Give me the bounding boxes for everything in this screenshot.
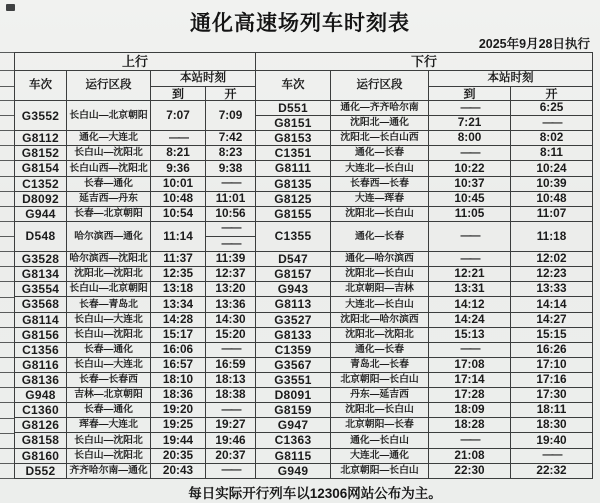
section-cell: 大连北—长白山 [331,161,429,176]
section-cell: 青岛北—长春 [331,357,429,372]
table-row [15,146,593,161]
depart-cell: 12:37 [206,267,256,282]
arrive-cell: 13:18 [151,282,206,297]
depart-cell: 19:46 [206,433,256,448]
train-no-cell: G944 [15,206,67,221]
section-cell: 长白山—沈阳北 [67,448,151,463]
table-row [15,131,593,146]
arrive-cell: 20:35 [151,448,206,463]
train-no-cell: G943 [256,282,331,297]
section-cell: 长白山—大连北 [67,357,151,372]
arrive-cell: —— [429,342,511,357]
arrive-cell: 18:36 [151,388,206,403]
depart-cell: 12:02 [511,252,593,267]
train-no-cell: D8091 [256,388,331,403]
train-no-cell: G8155 [256,206,331,221]
arrive-cell: 20:43 [151,463,206,478]
table-row [15,191,593,206]
depart-cell: 18:30 [511,418,593,433]
footer-note: 每日实际开行列车以12306网站公布为主。 [188,486,442,501]
depart-cell: 8:23 [206,146,256,161]
depart-cell: —— [206,463,256,478]
section-cell: 通化—长春 [331,146,429,161]
section-cell: 长白山—北京朝阳 [67,282,151,297]
table-row [15,176,593,191]
depart-cell: 20:37 [206,448,256,463]
depart-cell: 10:56 [206,206,256,221]
arrive-cell: 19:25 [151,418,206,433]
train-no-cell: C1355 [256,221,331,251]
column-header-row [15,71,593,87]
train-no-cell: G3527 [256,312,331,327]
train-no-cell: G8126 [15,418,67,433]
arrive-cell: 21:08 [429,448,511,463]
section-cell: 长春—通化 [67,403,151,418]
section-cell: 沈阳北—沈阳北 [331,327,429,342]
arrive-cell: 18:09 [429,403,511,418]
depart-cell: 19:27 [206,418,256,433]
train-no-cell: D8092 [15,191,67,206]
arrive-cell: 11:05 [429,206,511,221]
table-row [15,418,593,433]
arrive-cell: 13:34 [151,297,206,312]
train-no-cell: G8111 [256,161,331,176]
section-cell: 哈尔滨西—沈阳北 [67,252,151,267]
depart-cell: 7:42 [206,131,256,146]
arrive-cell: 19:44 [151,433,206,448]
arrive-cell: 8:00 [429,131,511,146]
depart-cell: 17:30 [511,388,593,403]
depart-cell: 18:13 [206,372,256,387]
section-cell: 大连北—长白山 [331,297,429,312]
depart-cell: 10:39 [511,176,593,191]
arrive-cell: 19:20 [151,403,206,418]
arrive-cell: 12:21 [429,267,511,282]
train-no-cell: G8136 [15,372,67,387]
section-cell: 通化—齐齐哈尔南 [331,101,429,116]
table-row [15,448,593,463]
header-station-time: 本站时刻 [429,71,593,87]
section-cell: 长春—北京朝阳 [67,206,151,221]
page-title: 通化高速场列车时刻表 [190,12,410,35]
table-row [15,221,593,236]
section-cell: 通化—长白山 [331,433,429,448]
train-no-cell: G947 [256,418,331,433]
train-no-cell: G948 [15,388,67,403]
arrive-cell: 17:08 [429,357,511,372]
table-row [15,252,593,267]
section-cell: 长白山—北京朝阳 [67,101,151,131]
arrive-cell: 16:57 [151,357,206,372]
left-edge-ruling [0,0,14,503]
section-cell: 吉林—北京朝阳 [67,388,151,403]
section-cell: 沈阳北—长白山 [331,267,429,282]
table-row [15,297,593,312]
effective-date: 2025年9月28日执行 [478,37,590,51]
section-cell: 长白山—沈阳北 [67,433,151,448]
header-arrive: 到 [151,87,206,101]
arrive-cell: 18:28 [429,418,511,433]
section-cell: 长春—通化 [67,342,151,357]
depart-cell: 22:32 [511,463,593,478]
section-cell: 长春—青岛北 [67,297,151,312]
table-row [15,463,593,478]
arrive-cell: —— [151,131,206,146]
depart-cell: 11:07 [511,206,593,221]
depart-cell: 6:25 [511,101,593,116]
header-up-direction: 上行 [15,53,256,71]
table-row [15,372,593,387]
depart-cell: 10:48 [511,191,593,206]
header-section: 运行区段 [67,71,151,101]
train-no-cell: G3528 [15,252,67,267]
direction-header-row [15,53,593,71]
arrive-cell: 18:10 [151,372,206,387]
section-cell: 长白山—沈阳北 [67,327,151,342]
depart-cell: 13:33 [511,282,593,297]
arrive-cell: 7:07 [151,101,206,131]
table-row [15,282,593,297]
depart-cell: —— [511,116,593,131]
train-no-cell: C1359 [256,342,331,357]
header-section: 运行区段 [331,71,429,101]
train-no-cell: G3552 [15,101,67,131]
train-no-cell: G3568 [15,297,67,312]
train-no-cell: G8152 [15,146,67,161]
depart-cell: 7:09 [206,101,256,131]
arrive-cell: 15:17 [151,327,206,342]
section-cell: 齐齐哈尔南—通化 [67,463,151,478]
arrive-cell: 17:28 [429,388,511,403]
depart-cell: 17:10 [511,357,593,372]
train-no-cell: G8116 [15,357,67,372]
section-cell: 哈尔滨西—通化 [67,221,151,251]
depart-cell: —— [511,448,593,463]
arrive-cell: 7:21 [429,116,511,131]
train-no-cell: G8157 [256,267,331,282]
table-row [15,433,593,448]
arrive-cell: 10:48 [151,191,206,206]
arrive-cell: 11:14 [151,221,206,251]
depart-cell: 8:02 [511,131,593,146]
arrive-cell: 15:13 [429,327,511,342]
section-cell: 北京朝阳—长白山 [331,463,429,478]
depart-cell: 16:26 [511,342,593,357]
depart-cell: 12:23 [511,267,593,282]
depart-cell: 18:11 [511,403,593,418]
depart-cell: 18:38 [206,388,256,403]
section-cell: 北京朝阳—吉林 [331,282,429,297]
train-no-cell: C1356 [15,342,67,357]
train-no-cell: D547 [256,252,331,267]
arrive-cell: —— [429,433,511,448]
train-no-cell: G8160 [15,448,67,463]
section-cell: 沈阳北—长白山 [331,403,429,418]
train-no-cell: G8151 [256,116,331,131]
train-no-cell: C1352 [15,176,67,191]
section-cell: 珲春—大连北 [67,418,151,433]
depart-cell: 13:20 [206,282,256,297]
depart-cell: 10:24 [511,161,593,176]
section-cell: 沈阳北—沈阳北 [67,267,151,282]
section-cell: 通化—长春 [331,221,429,251]
arrive-cell: 17:14 [429,372,511,387]
depart-cell: 13:36 [206,297,256,312]
train-no-cell: G8125 [256,191,331,206]
table-row [15,388,593,403]
depart-cell: 11:39 [206,252,256,267]
arrive-cell: 13:31 [429,282,511,297]
train-no-cell: G8134 [15,267,67,282]
train-no-cell: D548 [15,221,67,251]
arrive-cell: —— [429,221,511,251]
depart-cell: —— [206,176,256,191]
train-no-cell: G8158 [15,433,67,448]
header-station-time: 本站时刻 [151,71,256,87]
train-no-cell: G8112 [15,131,67,146]
arrive-cell: 14:24 [429,312,511,327]
train-no-cell: G8133 [256,327,331,342]
section-cell: 延吉西—丹东 [67,191,151,206]
train-no-cell: G8113 [256,297,331,312]
section-cell: 长白山西—沈阳北 [67,161,151,176]
section-cell: 大连—珲春 [331,191,429,206]
depart-cell: —— [206,342,256,357]
arrive-cell: —— [429,252,511,267]
arrive-cell: 22:30 [429,463,511,478]
depart-cell: 15:15 [511,327,593,342]
train-no-cell: G949 [256,463,331,478]
table-row [15,357,593,372]
depart-cell: —— [206,236,256,251]
depart-cell: —— [206,403,256,418]
table-row [15,267,593,282]
arrive-cell: 10:01 [151,176,206,191]
header-depart: 开 [206,87,256,101]
depart-cell: 16:59 [206,357,256,372]
arrive-cell: 12:35 [151,267,206,282]
section-cell: 北京朝阳—长春 [331,418,429,433]
depart-cell: 9:38 [206,161,256,176]
header-train-no: 车次 [15,71,67,101]
section-cell: 长春—长春西 [67,372,151,387]
depart-cell: 14:30 [206,312,256,327]
table-row [15,342,593,357]
arrive-cell: 8:21 [151,146,206,161]
section-cell: 通化—大连北 [67,131,151,146]
section-cell: 大连北—通化 [331,448,429,463]
header-train-no: 车次 [256,71,331,101]
section-cell: 北京朝阳—长白山 [331,372,429,387]
arrive-cell: —— [429,101,511,116]
section-cell: 长白山—大连北 [67,312,151,327]
train-no-cell: G8154 [15,161,67,176]
train-no-cell: G3567 [256,357,331,372]
train-no-cell: G8115 [256,448,331,463]
header-depart: 开 [511,87,593,101]
train-no-cell: C1360 [15,403,67,418]
arrive-cell: 10:45 [429,191,511,206]
depart-cell: 15:20 [206,327,256,342]
table-row [15,403,593,418]
train-no-cell: G8159 [256,403,331,418]
train-no-cell: G8114 [15,312,67,327]
arrive-cell: 10:22 [429,161,511,176]
depart-cell: 11:18 [511,221,593,251]
train-no-cell: C1363 [256,433,331,448]
timetable [14,52,593,479]
train-no-cell: G8135 [256,176,331,191]
arrive-cell: 14:12 [429,297,511,312]
section-cell: 沈阳北—长白山 [331,206,429,221]
table-row [15,312,593,327]
arrive-cell: 14:28 [151,312,206,327]
train-no-cell: D551 [256,101,331,116]
header-down-direction: 下行 [256,53,593,71]
section-cell: 通化—长春 [331,342,429,357]
depart-cell: —— [206,221,256,236]
arrive-cell: 10:37 [429,176,511,191]
arrive-cell: 9:36 [151,161,206,176]
depart-cell: 19:40 [511,433,593,448]
arrive-cell: 16:06 [151,342,206,357]
section-cell: 沈阳北—通化 [331,116,429,131]
arrive-cell: 11:37 [151,252,206,267]
section-cell: 长春—通化 [67,176,151,191]
depart-cell: 14:27 [511,312,593,327]
train-no-cell: C1351 [256,146,331,161]
train-no-cell: G3551 [256,372,331,387]
header-arrive: 到 [429,87,511,101]
depart-cell: 14:14 [511,297,593,312]
arrive-cell: —— [429,146,511,161]
depart-cell: 17:16 [511,372,593,387]
train-no-cell: G8156 [15,327,67,342]
depart-cell: 11:01 [206,191,256,206]
train-no-cell: D552 [15,463,67,478]
table-row [15,327,593,342]
section-cell: 长春西—长春 [331,176,429,191]
section-cell: 通化—哈尔滨西 [331,252,429,267]
table-row [15,161,593,176]
section-cell: 丹东—延吉西 [331,388,429,403]
train-no-cell: G3554 [15,282,67,297]
depart-cell: 8:11 [511,146,593,161]
section-cell: 长白山—沈阳北 [67,146,151,161]
arrive-cell: 10:54 [151,206,206,221]
section-cell: 沈阳北—哈尔滨西 [331,312,429,327]
table-row [15,101,593,116]
train-no-cell: G8153 [256,131,331,146]
table-row [15,206,593,221]
section-cell: 沈阳北—长白山西 [331,131,429,146]
